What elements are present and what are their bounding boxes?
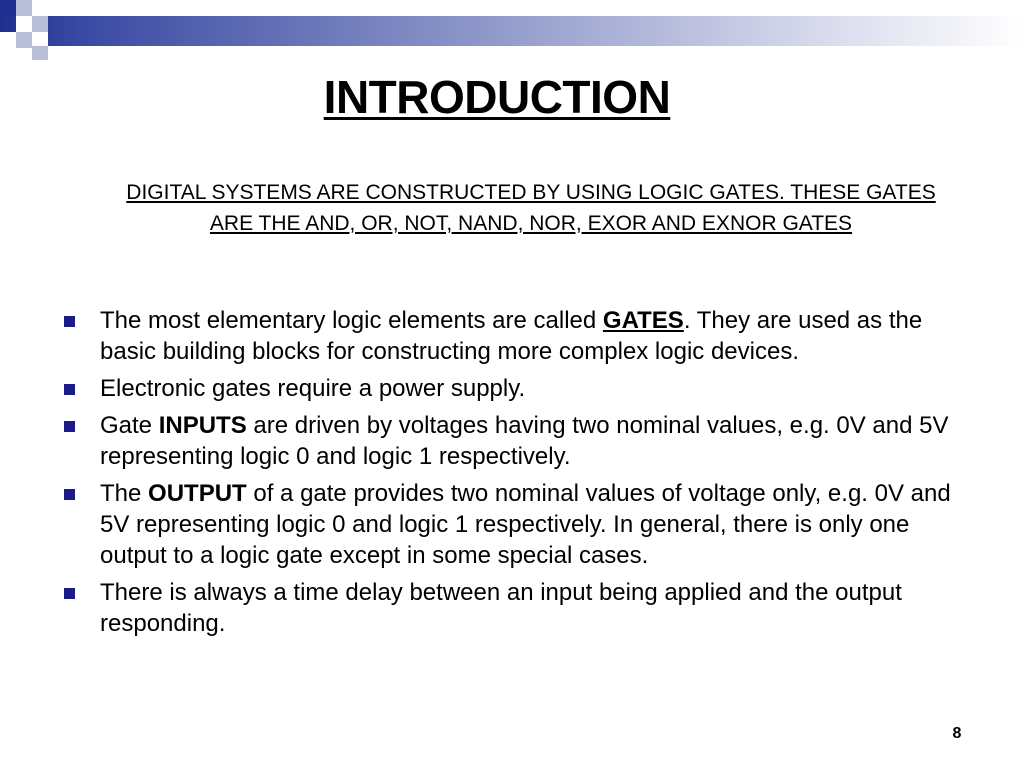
page-number: 8 xyxy=(952,725,962,742)
square-bullet-icon xyxy=(64,421,75,432)
square-bullet-icon xyxy=(64,316,75,327)
bullet-keyword: OUTPUT xyxy=(148,480,247,507)
decor-square xyxy=(0,0,16,16)
bullet-item xyxy=(58,577,968,639)
bullet-text: Electronic gates require a power supply. xyxy=(100,375,526,402)
header-gradient-bar xyxy=(0,16,1024,46)
bullet-item xyxy=(58,373,968,404)
decor-square xyxy=(16,16,32,32)
bullet-keyword: INPUTS xyxy=(158,412,247,439)
bullet-item xyxy=(58,410,968,472)
square-bullet-icon xyxy=(64,489,75,500)
bullet-list xyxy=(58,305,968,645)
bullet-text: . They are used as the basic building blocks for constructing more complex logic devices. xyxy=(100,307,923,365)
decor-square xyxy=(0,32,16,48)
decor-square xyxy=(32,16,48,32)
decor-square xyxy=(16,32,32,48)
bullet-item xyxy=(58,478,968,571)
decor-square xyxy=(16,0,32,16)
bullet-keyword: GATES xyxy=(602,307,684,334)
bullet-item xyxy=(58,305,968,367)
bullet-text: There is always a time delay between an input being applied and the output responding. xyxy=(100,579,902,637)
bullet-text: The xyxy=(100,480,149,507)
decor-square xyxy=(32,46,48,60)
bullet-text: Gate xyxy=(100,412,159,439)
decor-square xyxy=(32,0,48,16)
bullet-text: The most elementary logic elements are called xyxy=(100,307,603,334)
bullet-text: of a gate provides two nominal values of voltage only, e.g. 0V and 5V representing logic 0 and logic 1 respectively. In general, there is only one output to a logic gate except in some special cases. xyxy=(100,480,951,569)
slide-subtitle: DIGITAL SYSTEMS ARE CONSTRUCTED BY USING LOGIC GATES. THESE GATES ARE THE AND, OR, NOT, NAND, NOR, EXOR AND EXNOR GATES xyxy=(126,181,936,235)
square-bullet-icon xyxy=(64,588,75,599)
slide-title: INTRODUCTION xyxy=(323,71,671,123)
bullet-text: are driven by voltages having two nominal values, e.g. 0V and 5V representing logic 0 and logic 1 respectively. xyxy=(100,412,949,470)
square-bullet-icon xyxy=(64,384,75,395)
